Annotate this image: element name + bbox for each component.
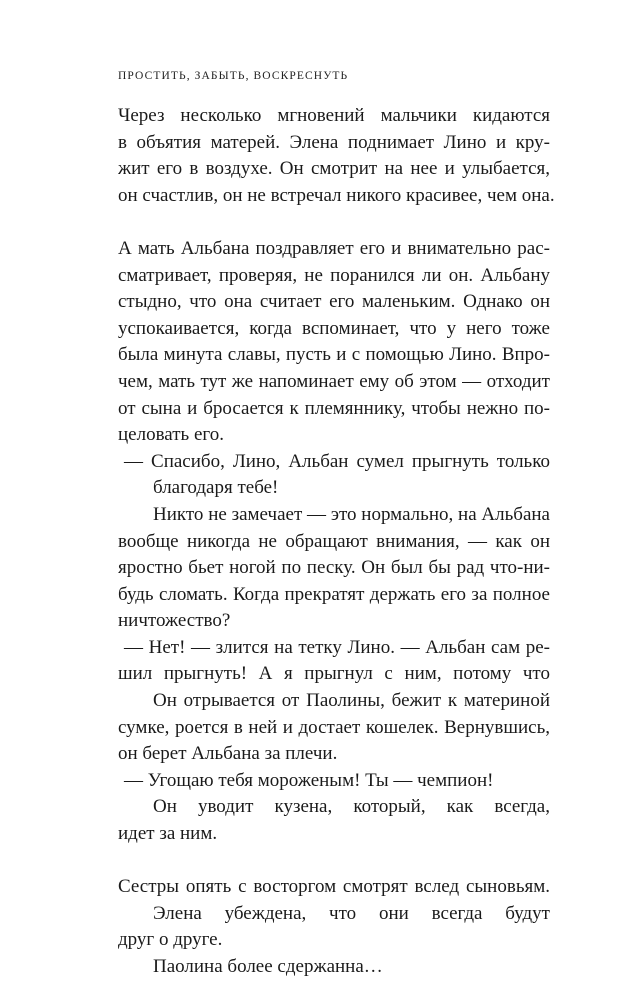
text-line: сумке, роется в ней и достает кошелек. Вернувшись,	[118, 716, 550, 738]
running-title: ПРОСТИТЬ, ЗАБЫТЬ, ВОСКРЕСНУТЬ	[118, 70, 349, 82]
text-line: идет за ним.	[118, 823, 218, 845]
text-line: целовать его.	[118, 424, 224, 446]
text-line: жит его в воздухе. Он смотрит на нее и улыбается,	[118, 158, 550, 180]
text-line: была минута славы, пусть и с помощью Лино. Впро-	[118, 344, 550, 366]
text-line: яростно бьет ногой по песку. Он был бы рад что-ни-	[118, 557, 550, 579]
paragraph-gap	[118, 848, 550, 875]
text-line: Он уводит кузена, который, как всегда,	[153, 796, 550, 818]
text-line: Никто не замечает — это нормально, на Альбана	[153, 503, 550, 525]
text-line: чем, мать тут же напоминает ему об этом — отходит	[118, 370, 550, 392]
dialogue-line: — Нет! — злится на тетку Лино. — Альбан сам ре-	[124, 636, 550, 658]
text-line: Он отрывается от Паолины, бежит к материной	[153, 690, 550, 712]
text-line: Паолина более сдержанна…	[153, 956, 383, 977]
text-line: Элена убеждена, что они всегда будут	[153, 902, 550, 924]
text-line: будь сломать. Когда прекратят держать его за полное	[118, 583, 550, 605]
dialogue-line: — Угощаю тебя мороженым! Ты — чемпион!	[124, 769, 494, 791]
paragraph-gap	[118, 209, 550, 236]
text-line: благодаря тебе!	[153, 477, 279, 499]
text-line: ничтожество?	[118, 610, 231, 632]
text-line: Через несколько мгновений мальчики кидаются	[118, 105, 550, 126]
text-line: стыдно, что она считает его маленьким. Однако он	[118, 291, 550, 313]
text-line: он счастлив, он не встречал никого красивее, чем она.	[118, 184, 555, 206]
text-line: шил прыгнуть! А я прыгнул с ним, потому что	[118, 663, 550, 685]
text-line: вообще никогда не обращают внимания, — как он	[118, 530, 550, 552]
text-line: друг о друге.	[118, 929, 223, 951]
text-line: он берет Альбана за плечи.	[118, 743, 338, 765]
text-line: А мать Альбана поздравляет его и внимательно рас-	[118, 237, 550, 259]
text-line: Сестры опять с восторгом смотрят вслед сыновьям.	[118, 876, 550, 898]
text-line: в объятия матерей. Элена поднимает Лино и кру-	[118, 131, 550, 153]
body-text	[118, 103, 555, 981]
dialogue-line: — Спасибо, Лино, Альбан сумел прыгнуть только	[124, 450, 550, 472]
text-line: сматривает, проверяя, не поранился ли он. Альбану	[118, 264, 550, 286]
text-line: успокаивается, когда вспоминает, что у него тоже	[118, 317, 550, 339]
text-line: от сына и бросается к племяннику, чтобы нежно по-	[118, 397, 550, 419]
